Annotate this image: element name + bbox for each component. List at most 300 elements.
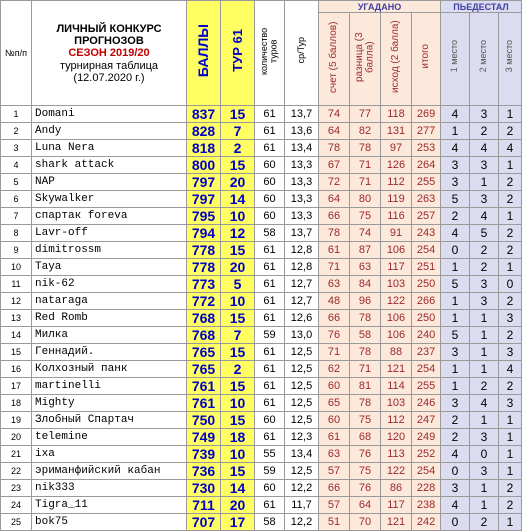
diff-guessed-cell: 58 (350, 327, 381, 344)
tours-count-cell: 59 (255, 463, 285, 480)
score-guessed-cell: 61 (319, 242, 350, 259)
diff-guessed-cell: 64 (350, 497, 381, 514)
score-guessed-cell: 60 (319, 412, 350, 429)
place2-cell: 2 (470, 123, 499, 140)
player-name: Andy (32, 123, 187, 140)
rank-cell: 21 (1, 446, 32, 463)
diff-guessed-cell: 78 (350, 310, 381, 327)
player-name: shark attack (32, 157, 187, 174)
avg-cell: 12,5 (285, 361, 319, 378)
score-guessed-cell: 76 (319, 327, 350, 344)
rank-cell: 5 (1, 174, 32, 191)
tour-points-cell: 10 (221, 293, 255, 310)
points-cell: 797 (187, 174, 221, 191)
tours-count-cell: 60 (255, 174, 285, 191)
table-row (1, 446, 522, 463)
points-cell: 772 (187, 293, 221, 310)
score-guessed-cell: 51 (319, 514, 350, 531)
place2-cell: 3 (470, 293, 499, 310)
outcome-guessed-cell: 118 (381, 106, 412, 123)
player-name: Domani (32, 106, 187, 123)
player-name: bok75 (32, 514, 187, 531)
points-cell: 837 (187, 106, 221, 123)
place3-cell: 1 (499, 514, 522, 531)
points-cell: 761 (187, 378, 221, 395)
outcome-guessed-cell: 117 (381, 497, 412, 514)
total-guessed-cell: 250 (412, 276, 441, 293)
diff-guessed-cell: 76 (350, 480, 381, 497)
outcome-guessed-cell: 91 (381, 225, 412, 242)
points-cell: 797 (187, 191, 221, 208)
tour-points-cell: 20 (221, 497, 255, 514)
rank-cell: 14 (1, 327, 32, 344)
outcome-guessed-cell: 112 (381, 174, 412, 191)
rank-cell: 3 (1, 140, 32, 157)
rank-cell: 15 (1, 344, 32, 361)
place1-cell: 3 (441, 157, 470, 174)
diff-guessed-cell: 68 (350, 429, 381, 446)
diff-guessed-cell: 78 (350, 140, 381, 157)
points-cell: 800 (187, 157, 221, 174)
diff-guessed-cell: 78 (350, 395, 381, 412)
diff-guessed-cell: 75 (350, 412, 381, 429)
tours-count-cell: 61 (255, 429, 285, 446)
place3-cell: 4 (499, 361, 522, 378)
tours-count-cell: 61 (255, 106, 285, 123)
player-name: dimitrossm (32, 242, 187, 259)
total-guessed-cell: 238 (412, 497, 441, 514)
player-name: Taya (32, 259, 187, 276)
player-name: Tigra_11 (32, 497, 187, 514)
tours-count-cell: 60 (255, 480, 285, 497)
tours-count-cell: 55 (255, 446, 285, 463)
rank-cell: 7 (1, 208, 32, 225)
score-guessed-cell: 57 (319, 497, 350, 514)
title-line2: ПРОГНОЗОВ (74, 34, 144, 47)
avg-cell: 12,7 (285, 293, 319, 310)
place1-cell: 2 (441, 208, 470, 225)
points-cell: 773 (187, 276, 221, 293)
total-guessed-cell: 264 (412, 157, 441, 174)
title-line1: ЛИЧНЫЙ КОНКУРС (56, 22, 162, 35)
avg-cell: 13,3 (285, 174, 319, 191)
points-cell: 761 (187, 395, 221, 412)
table-row (1, 497, 522, 514)
table-row (1, 259, 522, 276)
score-guessed-cell: 65 (319, 395, 350, 412)
outcome-guessed-cell: 126 (381, 157, 412, 174)
avg-cell: 12,2 (285, 514, 319, 531)
outcome-guessed-cell: 113 (381, 446, 412, 463)
diff-guessed-cell: 71 (350, 361, 381, 378)
outcome-guessed-cell: 103 (381, 276, 412, 293)
season-label: СЕЗОН 2019/20 (68, 46, 150, 59)
avg-cell: 12,6 (285, 310, 319, 327)
total-guessed-cell: 251 (412, 259, 441, 276)
player-name: telemine (32, 429, 187, 446)
place1-cell: 1 (441, 361, 470, 378)
tours-count-cell: 61 (255, 276, 285, 293)
avg-cell: 13,3 (285, 157, 319, 174)
place2-cell: 2 (470, 259, 499, 276)
place1-cell: 4 (441, 446, 470, 463)
diff-guessed-cell: 82 (350, 123, 381, 140)
place2-cell: 3 (470, 463, 499, 480)
place3-cell: 2 (499, 327, 522, 344)
tour-points-cell: 5 (221, 276, 255, 293)
outcome-guessed-cell: 116 (381, 208, 412, 225)
rank-cell: 13 (1, 310, 32, 327)
place3-cell: 1 (499, 412, 522, 429)
place3-cell: 1 (499, 446, 522, 463)
table-row (1, 191, 522, 208)
avg-cell: 12,5 (285, 463, 319, 480)
total-guessed-cell: 249 (412, 429, 441, 446)
tour-points-cell: 15 (221, 412, 255, 429)
place1-cell: 0 (441, 514, 470, 531)
diff-guessed-cell: 78 (350, 344, 381, 361)
score-guessed-cell: 63 (319, 446, 350, 463)
place1-cell: 1 (441, 293, 470, 310)
table-row (1, 157, 522, 174)
place3-cell: 1 (499, 429, 522, 446)
rank-cell: 9 (1, 242, 32, 259)
total-guessed-cell: 254 (412, 242, 441, 259)
player-name: Luna Nera (32, 140, 187, 157)
points-cell: 765 (187, 361, 221, 378)
tours-count-cell: 60 (255, 157, 285, 174)
diff-guessed-cell: 70 (350, 514, 381, 531)
outcome-guessed-cell: 122 (381, 293, 412, 310)
rank-cell: 12 (1, 293, 32, 310)
table-row (1, 395, 522, 412)
tour-points-cell: 15 (221, 344, 255, 361)
col-header-num: №п/п (1, 1, 32, 106)
table-row (1, 361, 522, 378)
place1-cell: 4 (441, 225, 470, 242)
table-row (1, 140, 522, 157)
outcome-guessed-cell: 131 (381, 123, 412, 140)
place3-cell: 2 (499, 480, 522, 497)
points-cell: 818 (187, 140, 221, 157)
player-name: martinelli (32, 378, 187, 395)
place2-cell: 1 (470, 361, 499, 378)
outcome-guessed-cell: 122 (381, 463, 412, 480)
avg-cell: 12,2 (285, 480, 319, 497)
total-guessed-cell: 228 (412, 480, 441, 497)
player-name: NAP (32, 174, 187, 191)
place1-cell: 2 (441, 412, 470, 429)
outcome-guessed-cell: 121 (381, 361, 412, 378)
rank-cell: 17 (1, 378, 32, 395)
place3-cell: 1 (499, 259, 522, 276)
player-name: Милка (32, 327, 187, 344)
rank-cell: 25 (1, 514, 32, 531)
place3-cell: 0 (499, 276, 522, 293)
tour-points-cell: 20 (221, 259, 255, 276)
table-row (1, 412, 522, 429)
place3-cell: 4 (499, 140, 522, 157)
points-cell: 778 (187, 242, 221, 259)
place2-cell: 1 (470, 497, 499, 514)
place2-cell: 1 (470, 480, 499, 497)
outcome-guessed-cell: 103 (381, 395, 412, 412)
rank-cell: 22 (1, 463, 32, 480)
points-cell: 730 (187, 480, 221, 497)
score-guessed-cell: 66 (319, 480, 350, 497)
place1-cell: 2 (441, 429, 470, 446)
player-name: Mighty (32, 395, 187, 412)
rank-cell: 10 (1, 259, 32, 276)
total-guessed-cell: 247 (412, 412, 441, 429)
points-cell: 707 (187, 514, 221, 531)
place1-cell: 3 (441, 344, 470, 361)
col-header-place1: 1 место (441, 13, 470, 106)
score-guessed-cell: 63 (319, 276, 350, 293)
diff-guessed-cell: 96 (350, 293, 381, 310)
col-header-tours-count: количество туров (255, 1, 285, 106)
diff-guessed-cell: 76 (350, 446, 381, 463)
score-guessed-cell: 62 (319, 361, 350, 378)
col-group-guessed: УГАДАНО (319, 1, 441, 13)
score-guessed-cell: 66 (319, 310, 350, 327)
outcome-guessed-cell: 112 (381, 412, 412, 429)
total-guessed-cell: 253 (412, 140, 441, 157)
outcome-guessed-cell: 106 (381, 310, 412, 327)
points-cell: 736 (187, 463, 221, 480)
tours-count-cell: 58 (255, 225, 285, 242)
tours-count-cell: 60 (255, 208, 285, 225)
tours-count-cell: 59 (255, 327, 285, 344)
col-header-place3: 3 место (499, 13, 522, 106)
place3-cell: 3 (499, 310, 522, 327)
rank-cell: 6 (1, 191, 32, 208)
tours-count-cell: 60 (255, 412, 285, 429)
place1-cell: 3 (441, 480, 470, 497)
outcome-guessed-cell: 97 (381, 140, 412, 157)
points-cell: 768 (187, 310, 221, 327)
rank-cell: 16 (1, 361, 32, 378)
total-guessed-cell: 254 (412, 361, 441, 378)
tours-count-cell: 61 (255, 395, 285, 412)
player-name: nataraga (32, 293, 187, 310)
table-row (1, 293, 522, 310)
place2-cell: 3 (470, 276, 499, 293)
points-cell: 711 (187, 497, 221, 514)
place3-cell: 2 (499, 225, 522, 242)
table-row (1, 174, 522, 191)
rank-cell: 2 (1, 123, 32, 140)
rank-cell: 24 (1, 497, 32, 514)
place3-cell: 2 (499, 497, 522, 514)
outcome-guessed-cell: 88 (381, 344, 412, 361)
score-guessed-cell: 78 (319, 225, 350, 242)
outcome-guessed-cell: 121 (381, 514, 412, 531)
place3-cell: 1 (499, 463, 522, 480)
points-cell: 749 (187, 429, 221, 446)
total-guessed-cell: 237 (412, 344, 441, 361)
place1-cell: 3 (441, 174, 470, 191)
tour-points-cell: 12 (221, 225, 255, 242)
tours-count-cell: 60 (255, 191, 285, 208)
place2-cell: 1 (470, 412, 499, 429)
total-guessed-cell: 254 (412, 463, 441, 480)
total-guessed-cell: 257 (412, 208, 441, 225)
place1-cell: 1 (441, 259, 470, 276)
total-guessed-cell: 246 (412, 395, 441, 412)
score-guessed-cell: 71 (319, 344, 350, 361)
total-guessed-cell: 240 (412, 327, 441, 344)
place3-cell: 2 (499, 242, 522, 259)
player-name: спартак foreva (32, 208, 187, 225)
total-guessed-cell: 242 (412, 514, 441, 531)
place1-cell: 1 (441, 378, 470, 395)
tours-count-cell: 61 (255, 378, 285, 395)
place2-cell: 1 (470, 327, 499, 344)
place1-cell: 5 (441, 191, 470, 208)
tour-points-cell: 15 (221, 157, 255, 174)
col-header-avg: ср/Тур (285, 1, 319, 106)
avg-cell: 12,8 (285, 259, 319, 276)
diff-guessed-cell: 75 (350, 208, 381, 225)
rank-cell: 20 (1, 429, 32, 446)
rank-cell: 19 (1, 412, 32, 429)
score-guessed-cell: 60 (319, 378, 350, 395)
tour-points-cell: 15 (221, 378, 255, 395)
avg-cell: 13,3 (285, 208, 319, 225)
diff-guessed-cell: 74 (350, 225, 381, 242)
avg-cell: 13,0 (285, 327, 319, 344)
title-line3: турнирная таблица (59, 59, 159, 72)
place1-cell: 0 (441, 463, 470, 480)
score-guessed-cell: 64 (319, 191, 350, 208)
outcome-guessed-cell: 114 (381, 378, 412, 395)
player-name: ixa (32, 446, 187, 463)
outcome-guessed-cell: 117 (381, 259, 412, 276)
player-name: Геннадий. (32, 344, 187, 361)
col-header-points: БАЛЛЫ (187, 1, 221, 106)
place3-cell: 3 (499, 344, 522, 361)
avg-cell: 11,7 (285, 497, 319, 514)
rank-cell: 8 (1, 225, 32, 242)
table-row (1, 429, 522, 446)
player-name: nik333 (32, 480, 187, 497)
col-header-diff: разница (3 балла) (350, 13, 381, 106)
points-cell: 750 (187, 412, 221, 429)
tour-points-cell: 18 (221, 429, 255, 446)
tour-points-cell: 7 (221, 123, 255, 140)
total-guessed-cell: 243 (412, 225, 441, 242)
rank-cell: 23 (1, 480, 32, 497)
place1-cell: 4 (441, 140, 470, 157)
tours-count-cell: 58 (255, 514, 285, 531)
place3-cell: 2 (499, 123, 522, 140)
place3-cell: 2 (499, 174, 522, 191)
place1-cell: 4 (441, 497, 470, 514)
total-guessed-cell: 269 (412, 106, 441, 123)
tours-count-cell: 61 (255, 140, 285, 157)
player-name: Lavr-off (32, 225, 187, 242)
col-header-place2: 2 место (470, 13, 499, 106)
avg-cell: 13,7 (285, 106, 319, 123)
total-guessed-cell: 252 (412, 446, 441, 463)
table-row (1, 463, 522, 480)
player-name: Red Romb (32, 310, 187, 327)
avg-cell: 12,5 (285, 412, 319, 429)
tours-count-cell: 61 (255, 344, 285, 361)
place2-cell: 4 (470, 395, 499, 412)
place1-cell: 0 (441, 242, 470, 259)
col-header-outcome: исход (2 балла) (381, 13, 412, 106)
place2-cell: 1 (470, 174, 499, 191)
place1-cell: 5 (441, 327, 470, 344)
total-guessed-cell: 266 (412, 293, 441, 310)
points-cell: 795 (187, 208, 221, 225)
player-name: эриманфийский кабан (32, 463, 187, 480)
table-row (1, 242, 522, 259)
tour-points-cell: 17 (221, 514, 255, 531)
table-row (1, 344, 522, 361)
avg-cell: 13,6 (285, 123, 319, 140)
avg-cell: 12,5 (285, 378, 319, 395)
avg-cell: 13,4 (285, 446, 319, 463)
tour-points-cell: 10 (221, 395, 255, 412)
place2-cell: 1 (470, 344, 499, 361)
score-guessed-cell: 61 (319, 429, 350, 446)
place2-cell: 4 (470, 208, 499, 225)
tours-count-cell: 61 (255, 310, 285, 327)
place2-cell: 3 (470, 429, 499, 446)
tour-points-cell: 15 (221, 242, 255, 259)
tour-points-cell: 14 (221, 191, 255, 208)
rank-cell: 11 (1, 276, 32, 293)
player-name: Злобный Спартач (32, 412, 187, 429)
avg-cell: 12,5 (285, 344, 319, 361)
score-guessed-cell: 74 (319, 106, 350, 123)
diff-guessed-cell: 84 (350, 276, 381, 293)
diff-guessed-cell: 71 (350, 157, 381, 174)
points-cell: 739 (187, 446, 221, 463)
points-cell: 794 (187, 225, 221, 242)
diff-guessed-cell: 87 (350, 242, 381, 259)
place2-cell: 3 (470, 191, 499, 208)
tour-points-cell: 10 (221, 208, 255, 225)
score-guessed-cell: 57 (319, 463, 350, 480)
col-header-score: счет (5 баллов) (319, 13, 350, 106)
place3-cell: 1 (499, 208, 522, 225)
score-guessed-cell: 78 (319, 140, 350, 157)
tour-points-cell: 15 (221, 310, 255, 327)
points-cell: 768 (187, 327, 221, 344)
avg-cell: 12,3 (285, 429, 319, 446)
tours-count-cell: 61 (255, 123, 285, 140)
place1-cell: 3 (441, 395, 470, 412)
score-guessed-cell: 66 (319, 208, 350, 225)
player-name: Skywalker (32, 191, 187, 208)
avg-cell: 12,7 (285, 276, 319, 293)
total-guessed-cell: 255 (412, 378, 441, 395)
table-row (1, 480, 522, 497)
rank-cell: 18 (1, 395, 32, 412)
points-cell: 765 (187, 344, 221, 361)
score-guessed-cell: 67 (319, 157, 350, 174)
place3-cell: 1 (499, 106, 522, 123)
diff-guessed-cell: 75 (350, 463, 381, 480)
outcome-guessed-cell: 86 (381, 480, 412, 497)
diff-guessed-cell: 80 (350, 191, 381, 208)
total-guessed-cell: 250 (412, 310, 441, 327)
score-guessed-cell: 71 (319, 259, 350, 276)
